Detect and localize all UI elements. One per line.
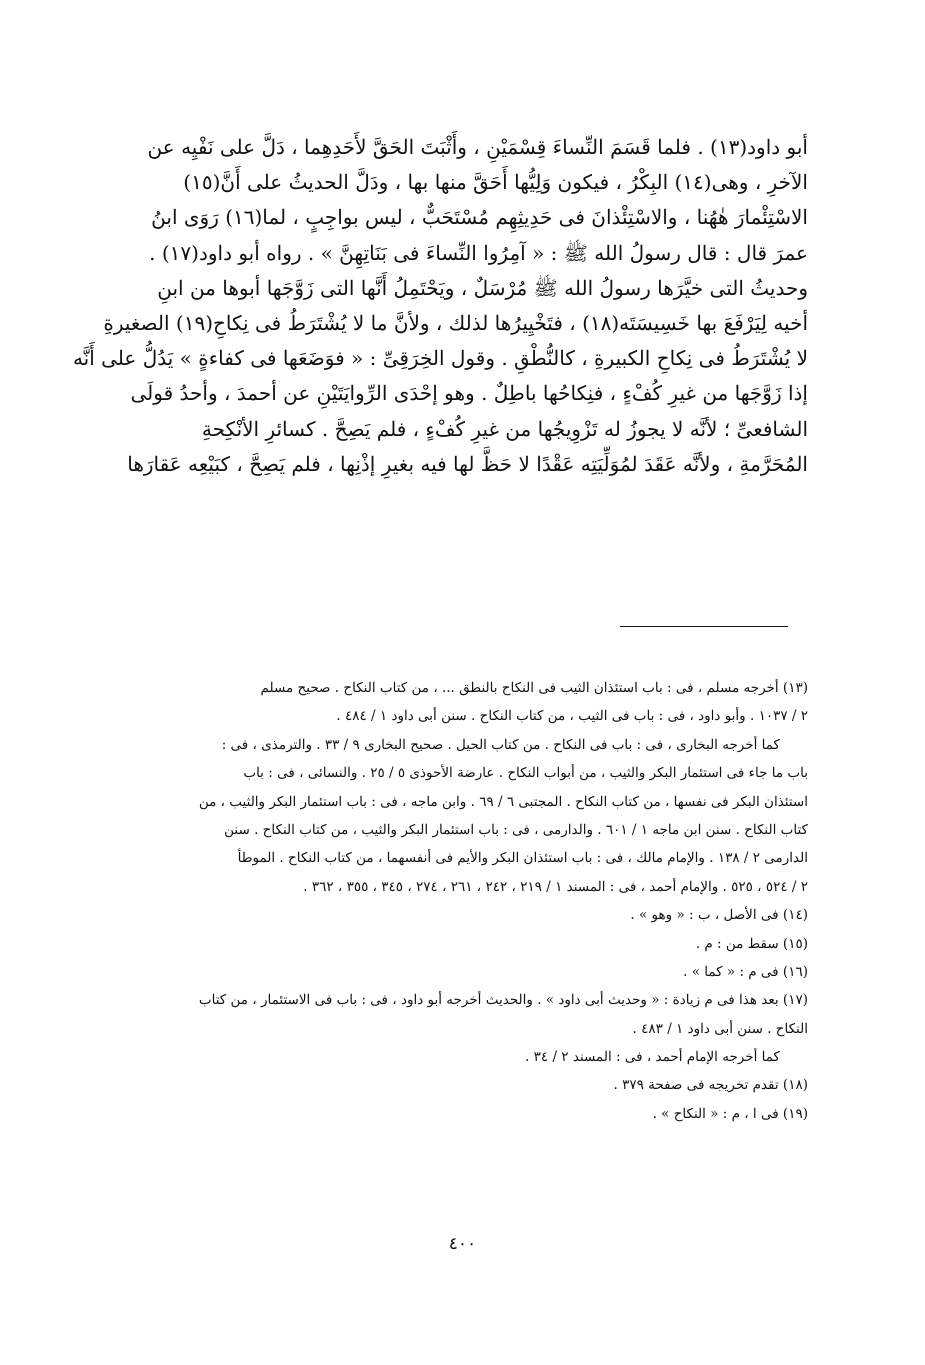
main-body-text: [72, 130, 808, 482]
footnote-line: النكاح . سنن أبى داود ١ / ٤٨٣ .: [632, 1020, 808, 1037]
footnote-line: (١٣) أخرجه مسلم ، فى : باب استئذان الثيب فى النكاح بالنطق ... ، من كتاب النكاح . صحيح مسلم: [260, 680, 808, 696]
body-line: أخيه لِيَرْفَعَ بها خَسِيسَتَه(١٨) ، فتَخْيِيرُها لذلك ، ولأنَّ ما لا يُشْتَرَطُ فى نِكاحِ(١٩) الصغيرةِ: [103, 310, 808, 335]
footnote-line: كما أخرجه الإمام أحمد ، فى : المسند ٢ / ٣٤ .: [525, 1049, 780, 1066]
footnote-line: (١٦) فى م : « كما » .: [683, 963, 808, 980]
footnote-line: الدارمى ٢ / ١٣٨ . والإمام مالك ، فى : باب استئذان البكر والأيم فى أنفسهما ، من كتاب النكاح . الموطأ: [237, 850, 808, 867]
body-line: لا يُشْتَرَطُ فى نِكاحِ الكبيرةِ ، كالنُّطْقِ . وقول الخِرَقِىِّ : « فوَضَعَها فى كفاءةٍ » يَدُلُّ على أَنَّه: [72, 346, 808, 371]
footnote-line: (١٥) سقط من : م .: [695, 935, 808, 952]
page-number: ٤٠٠: [448, 1234, 477, 1254]
footnote-line: باب ما جاء فى استئمار البكر والثيب ، من أبواب النكاح . عارضة الأحوذى ٥ / ٢٥ . والنسائى ، فى : باب: [243, 765, 808, 782]
body-line: إذا زَوَّجَها من غيرِ كُفْءٍ ، فنِكاحُها باطِلٌ . وهو إحْدَى الرِّوايَتَيْنِ عن أحمدَ ، وأحدُ قولَى: [130, 381, 808, 406]
body-line: عمرَ قال : قال رسولُ الله ﷺ : « آمِرُوا النِّساءَ فى بَنَاتِهِنَّ » . رواه أبو داود(١٧) .: [149, 240, 808, 265]
body-line: الشافعىِّ ؛ لأنَّه لا يجوزُ له تَزْوِيجُها من غيرِ كُفْءٍ ، فلم يَصِحَّ . كسائرِ الأنْكِحةِ: [201, 416, 808, 441]
footnote-line: كما أخرجه البخارى ، فى : باب فى النكاح . من كتاب الحيل . صحيح البخارى ٩ / ٣٣ . والترمذى ، فى :: [221, 736, 780, 753]
footnote-line: (١٧) بعد هذا فى م زيادة : « وحديث أبى داود » . والحديث أخرجه أبو داود ، فى : باب فى الاستئمار ، من كتاب: [198, 992, 808, 1009]
body-line: الاسْتِئْمارَ هٰهُنا ، والاسْتِئْذانَ فى حَدِيثِهِم مُسْتَحَبٌّ ، ليس بواجِبٍ ، لما(١٦) رَوَى ابنُ: [151, 205, 808, 230]
footnote-line: (١٤) فى الأصل ، ب : « وهو » .: [630, 907, 808, 924]
footnotes-section: [118, 674, 808, 1128]
footnote-line: كتاب النكاح . سنن ابن ماجه ١ / ٦٠١ . والدارمى ، فى : باب استئمار البكر والثيب ، من كتاب النكاح . سنن: [224, 821, 808, 838]
body-line: المُحَرَّمةِ ، ولأنَّه عَقَدَ لمُوَلِّيَتِه عَقْدًا لا حَظَّ لها فيه بغيرِ إذْنِها ، فلم يَصِحَّ ، كبَيْعِه عَقارَها: [127, 451, 808, 476]
footnote-line: استئذان البكر فى نفسها ، من كتاب النكاح . المجتبى ٦ / ٦٩ . وابن ماجه ، فى : باب استئمار البكر والثيب ، من: [198, 793, 808, 810]
body-line: وحديثُ التى خيَّرَها رسولُ الله ﷺ مُرْسَلٌ ، ويَحْتَمِلُ أَنَّها التى زَوَّجَها أبوها من ابنِ: [157, 275, 808, 300]
footnote-divider: [620, 626, 788, 627]
footnote-line: ٢ / ٥٢٤ ، ٥٢٥ . والإمام أحمد ، فى : المسند ١ / ٢١٩ ، ٢٤٢ ، ٢٦١ ، ٢٧٤ ، ٣٤٥ ، ٣٥٥ ، ٣٦٢ .: [303, 878, 808, 895]
footnote-line: (١٨) تقدم تخريجه فى صفحة ٣٧٩ .: [613, 1077, 808, 1094]
body-line: أبو داود(١٣) . فلما قَسَمَ النِّساءَ قِسْمَيْنِ ، وأَثْبَتَ الحَقَّ لأَحَدِهِما ، دَلَّ على نَفْيِه عن: [147, 135, 808, 159]
body-line: الآخرِ ، وهى(١٤) البِكْرُ ، فيكون وَلِيُّها أَحَقَّ منها بها ، ودَلَّ الحديثُ على أَنَّ(١٥): [183, 170, 808, 195]
footnote-line: ٢ / ١٠٣٧ . وأبو داود ، فى : باب فى الثيب ، من كتاب النكاح . سنن أبى داود ١ / ٤٨٤ .: [336, 708, 808, 725]
footnote-line: (١٩) فى ا ، م : « النكاح » .: [652, 1105, 808, 1122]
